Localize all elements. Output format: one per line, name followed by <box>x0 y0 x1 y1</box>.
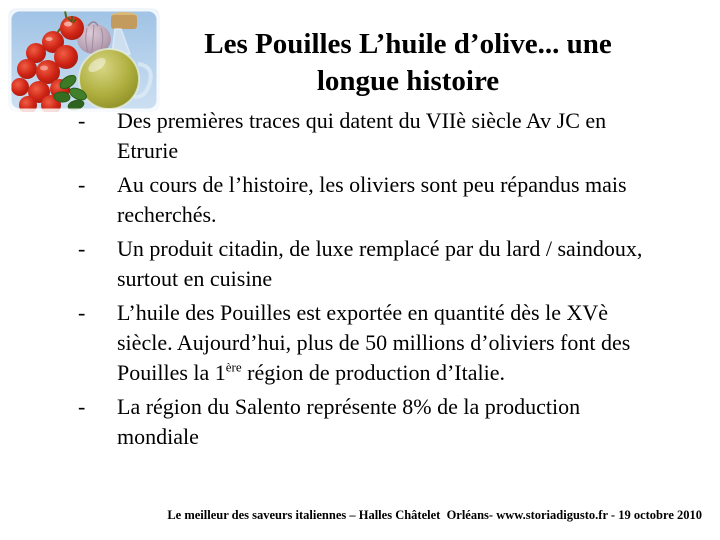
bullet-item <box>78 170 650 230</box>
text-segment: L’huile des Pouilles est exportée en quantité dès le XVè siècle. Aujourd’hui, plus de 50 millions d’oliviers font des Pouilles la 1 <box>117 300 631 385</box>
bullet-text <box>117 234 645 294</box>
bullet-dash: - <box>78 236 86 261</box>
bullet-text <box>117 170 645 230</box>
bullet-dash: - <box>78 108 86 133</box>
bullet-dash: - <box>78 300 86 325</box>
text-segment: La région du Salento représente 8% de la production mondiale <box>117 394 581 449</box>
bullet-list <box>78 106 650 456</box>
bullet-text <box>117 392 645 452</box>
bullet-item <box>78 234 650 294</box>
bullet-item <box>78 392 650 452</box>
footer-credit: Le meilleur des saveurs italiennes – Halles Châtelet Orléans- www.storiadigusto.fr - 19 octobre 2010 <box>167 508 702 522</box>
text-segment: Au cours de l’histoire, les oliviers sont peu répandus mais recherchés. <box>117 172 627 227</box>
bullet-dash: - <box>78 394 86 419</box>
bullet-item <box>78 106 650 166</box>
text-segment: région de production d’Italie. <box>241 360 505 385</box>
bullet-text <box>117 106 645 166</box>
slide-title: Les Pouilles L’huile d’olive... une longue histoire <box>204 28 612 97</box>
bullet-dash: - <box>78 172 86 197</box>
bullet-item <box>78 298 650 388</box>
tomatoes-garlic-olive-oil-photo <box>8 8 160 112</box>
text-segment: Un produit citadin, de luxe remplacé par du lard / saindoux, surtout en cuisine <box>117 236 643 291</box>
superscript-text: ère <box>225 359 242 375</box>
text-segment: Des premières traces qui datent du VIIè siècle Av JC en Etrurie <box>117 108 607 163</box>
bullet-text <box>117 298 645 388</box>
